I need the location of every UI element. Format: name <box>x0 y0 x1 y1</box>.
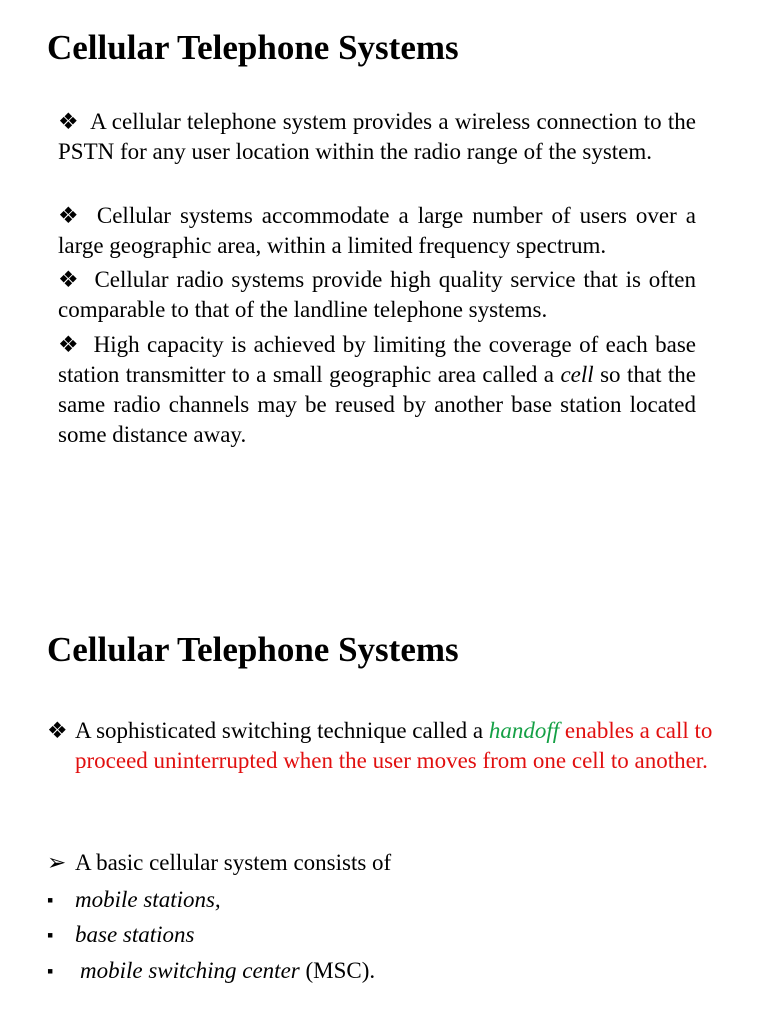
point-text: Cellular systems accommodate a large number of users over a large geographic area, within a limited frequency spectrum. <box>58 203 696 258</box>
point-text: Cellular radio systems provide high quality service that is often comparable to that of the landline telephone systems. <box>58 267 697 322</box>
component-text <box>47 920 727 950</box>
point-text-before: High capacity is achieved by limiting the coverage of each base station transmitter to a small geographic area called a <box>58 332 697 387</box>
component-text <box>47 885 727 915</box>
slide-1-point-1 <box>58 107 696 167</box>
slide-2 <box>0 600 768 1024</box>
point-text-after: so that the same radio channels may be reused by another base station located some distance away. <box>58 362 696 447</box>
msc-abbrev: (MSC). <box>299 958 376 983</box>
handoff-after: enables a call to proceed uninterrupted when the user moves from one cell to another. <box>75 718 713 773</box>
slide-1-point-3 <box>58 265 696 325</box>
cell-term: cell <box>560 362 594 387</box>
diamond-bullet-icon: ❖ <box>47 718 68 743</box>
handoff-point <box>47 716 727 776</box>
component-mobile-stations: mobile stations, <box>75 887 221 912</box>
component-msc: mobile switching center <box>80 958 300 983</box>
diamond-bullet-icon: ❖ <box>58 203 82 228</box>
arrow-bullet-icon: ➢ <box>47 850 67 875</box>
diamond-bullet-icon: ❖ <box>58 267 81 292</box>
handoff-term: handoff <box>488 718 560 743</box>
slide-2-title: Cellular Telephone Systems <box>47 630 459 669</box>
system-intro-text: A basic cellular system consists of <box>75 850 392 875</box>
square-bullet-icon: ▪ <box>47 890 54 910</box>
diamond-bullet-icon: ❖ <box>58 332 81 357</box>
diamond-bullet-icon: ❖ <box>58 109 80 134</box>
slide-1-point-2 <box>58 201 696 261</box>
system-intro <box>47 848 727 878</box>
handoff-text <box>47 716 727 776</box>
component-item <box>47 885 727 915</box>
slide-1-title: Cellular Telephone Systems <box>47 28 459 67</box>
square-bullet-icon: ▪ <box>47 925 54 945</box>
handoff-before: A sophisticated switching technique called a <box>75 718 489 743</box>
component-item <box>47 956 727 986</box>
component-base-stations: base stations <box>75 922 195 947</box>
point-text: A cellular telephone system provides a wireless connection to the PSTN for any user location within the radio range of the system. <box>58 109 696 164</box>
component-item <box>47 920 727 950</box>
slide-1-point-4 <box>58 330 696 450</box>
square-bullet-icon: ▪ <box>47 961 54 981</box>
component-text <box>47 956 727 986</box>
